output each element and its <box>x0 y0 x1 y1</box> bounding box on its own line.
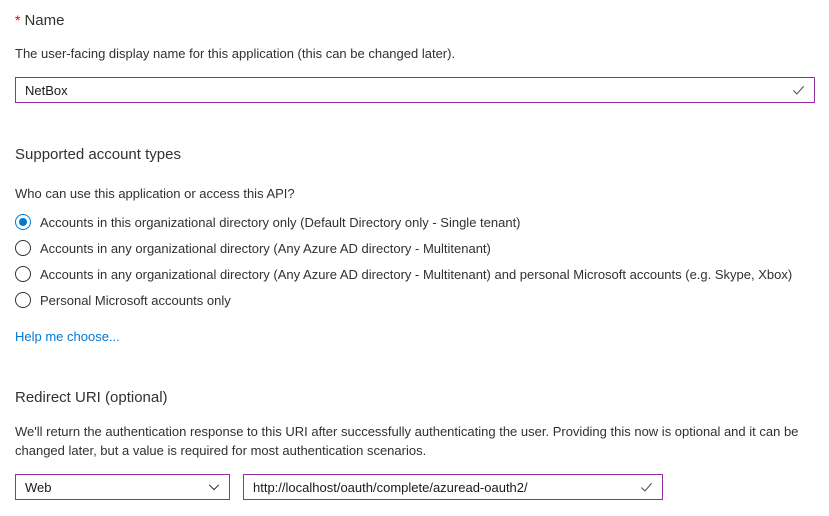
name-label-text: Name <box>24 12 65 29</box>
name-input-container <box>15 77 815 103</box>
supported-account-types-title: Supported account types <box>15 146 181 163</box>
redirect-uri-title: Redirect URI (optional) <box>15 389 168 406</box>
radio-option-label: Accounts in any organizational directory (Any Azure AD directory - Multitenant) and personal Microsoft accounts (e.g. Skype, Xbox) <box>40 266 793 282</box>
radio-icon[interactable] <box>15 240 31 256</box>
radio-option-label: Accounts in any organizational directory (Any Azure AD directory - Multitenant) <box>40 240 491 256</box>
account-types-question: Who can use this application or access this API? <box>15 186 295 201</box>
radio-icon[interactable] <box>15 292 31 308</box>
radio-option-label: Personal Microsoft accounts only <box>40 292 231 308</box>
radio-option-personal-only[interactable] <box>15 287 815 313</box>
account-types-radio-group <box>15 209 815 313</box>
redirect-uri-input-container <box>243 474 663 500</box>
name-input[interactable] <box>16 78 814 102</box>
redirect-uri-controls <box>15 474 815 500</box>
required-asterisk: * <box>15 12 21 28</box>
redirect-uri-description: We'll return the authentication response to this URI after successfully authenticating the user. Providing this now is optional and it can be changed later, but a value is required for most authentication scenarios. <box>15 424 799 458</box>
help-me-choose-link[interactable]: Help me choose... <box>15 329 120 344</box>
radio-icon[interactable] <box>15 266 31 282</box>
radio-option-multitenant[interactable] <box>15 235 815 261</box>
radio-icon[interactable] <box>15 214 31 230</box>
radio-option-single-tenant[interactable] <box>15 209 815 235</box>
platform-select[interactable] <box>15 474 230 500</box>
radio-option-multitenant-personal[interactable] <box>15 261 815 287</box>
redirect-uri-input[interactable] <box>244 475 662 499</box>
platform-select-value: Web <box>25 479 52 495</box>
name-field-description: The user-facing display name for this application (this can be changed later). <box>15 46 456 61</box>
chevron-down-icon <box>207 480 221 494</box>
name-field-label <box>15 10 815 31</box>
radio-option-label: Accounts in this organizational directory only (Default Directory only - Single tenant) <box>40 214 521 230</box>
